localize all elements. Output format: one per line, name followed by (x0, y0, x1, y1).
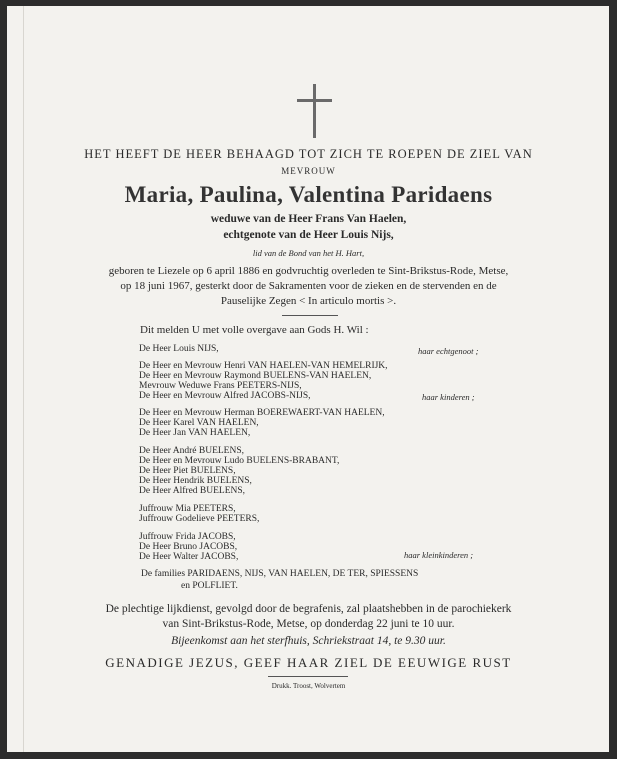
prayer-line: GENADIGE JEZUS, GEEF HAAR ZIEL DE EEUWIGE RUST (105, 655, 512, 670)
family-line: De Heer en Mevrouw Henri VAN HAELEN-VAN HEMELRIJK, (139, 361, 388, 371)
family-line: De Heer Jan VAN HAELEN, (139, 428, 251, 438)
meeting-line: Bijeenkomst aan het sterfhuis, Schriekstraat 14, te 9.30 uur. (171, 635, 446, 647)
service-line-1: De plechtige lijkdienst, gevolgd door de begrafenis, zal plaatshebben in de parochiekerk (105, 603, 512, 615)
birth-line-1: geboren te Liezele op 6 april 1886 en godvruchtig overleden te Sint-Brikstus-Rode, Metse, (108, 265, 509, 277)
role-children: haar kinderen ; (422, 392, 475, 402)
family-line: Juffrouw Godelieve PEETERS, (139, 514, 260, 524)
family-line: De Heer Walter JACOBS, (139, 552, 239, 562)
family-line: De Heer en Mevrouw Ludo BUELENS-BRABANT, (139, 456, 340, 466)
birth-line-3: Pauselijke Zegen < In articulo mortis >. (220, 295, 397, 307)
heading-line: HET HEEFT DE HEER BEHAAGD TOT ZICH TE ROEPEN DE ZIEL VAN (84, 147, 533, 161)
printer-credit: Drukk. Troost, Wolvertem (271, 682, 346, 690)
spouse-line: echtgenote van de Heer Louis Nijs, (223, 229, 394, 241)
families-line: en POLFLIET. (181, 581, 238, 591)
widow-line: weduwe van de Heer Frans Van Haelen, (210, 213, 407, 225)
service-line-2: van Sint-Brikstus-Rode, Metse, op donderdag 22 juni te 10 uur. (162, 618, 455, 630)
families-line: De families PARIDAENS, NIJS, VAN HAELEN, DE TER, SPIESSENS (141, 569, 419, 579)
cross-icon-bar (297, 99, 332, 102)
divider (268, 676, 348, 677)
role-grandchildren: haar kleinkinderen ; (404, 550, 474, 560)
cross-icon (313, 84, 316, 138)
announcement: Dit melden U met volle overgave aan Gods H. Wil : (140, 324, 369, 336)
family-line: De Heer en Mevrouw Herman BOEREWAERT-VAN HAELEN, (139, 408, 385, 418)
mevrouw-label: MEVROUW (281, 166, 336, 176)
member-line: lid van de Bond van het H. Hart, (252, 248, 365, 258)
family-line: De Heer en Mevrouw Alfred JACOBS-NIJS, (139, 391, 311, 401)
family-line: De Heer Hendrik BUELENS, (139, 476, 252, 486)
family-line: De Heer en Mevrouw Raymond BUELENS-VAN HAELEN, (139, 371, 372, 381)
family-line: De Heer Piet BUELENS, (139, 466, 236, 476)
family-line: De Heer Louis NIJS, (139, 344, 219, 354)
family-line: De Heer André BUELENS, (139, 446, 245, 456)
family-line: De Heer Bruno JACOBS, (139, 542, 238, 552)
family-line: Juffrouw Mia PEETERS, (139, 504, 236, 514)
family-line: De Heer Alfred BUELENS, (139, 486, 246, 496)
birth-line-2: op 18 juni 1967, gesterkt door de Sakramenten voor de zieken en de stervenden en de (120, 280, 497, 292)
divider (282, 315, 338, 316)
family-line: De Heer Karel VAN HAELEN, (139, 418, 259, 428)
family-line: Juffrouw Frida JACOBS, (139, 532, 236, 542)
deceased-name: Maria, Paulina, Valentina Paridaens (124, 182, 493, 207)
family-line: Mevrouw Weduwe Frans PEETERS-NIJS, (139, 381, 302, 391)
role-spouse: haar echtgenoot ; (418, 346, 479, 356)
